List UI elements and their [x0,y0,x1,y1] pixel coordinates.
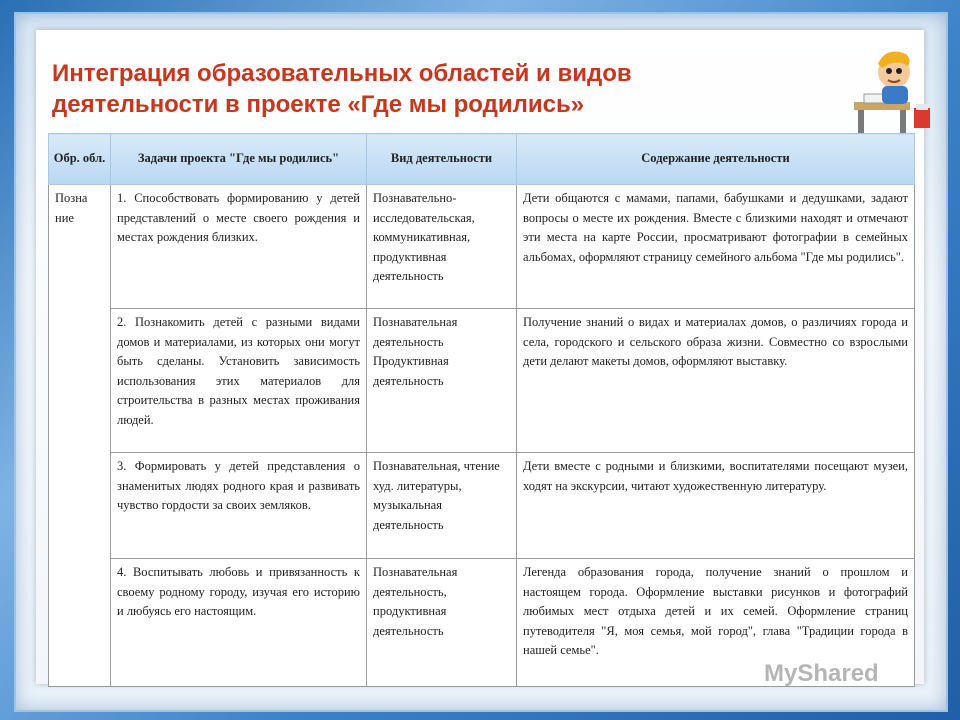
slide-title-line-2: деятельности в проекте «Где мы родились» [52,91,585,118]
activity-cell: Познавательная, чтение худ. литературы, музыкальная деятельность [367,453,517,559]
content-cell: Дети вместе с родными и близкими, воспитателями посещают музеи, ходят на экскурсии, читают художественную литературу. [517,453,915,559]
header-area: Обр. обл. [49,134,111,185]
area-cell [49,185,111,687]
task-cell: 2. Познакомить детей с разными видами домов и материалами, из которых они могут быть сделаны. Установить зависимость использования этих материалов для строительства в разных местах проживания людей. [111,309,367,453]
task-cell: 1. Способствовать формированию у детей представлений о месте своего рождения и местах рождения близких. [111,185,367,309]
cartoon-boy-at-desk-icon [836,42,940,142]
content-cell: Легенда образования города, получение знаний о прошлом и настоящем города. Оформление выставки рисунков и фотографий любимых мест отдыха детей и их семей. Оформление страниц путеводителя "Я, моя семья, мой город", глава "Традиции города в нашей семье". [517,559,915,687]
table-row [49,309,915,453]
task-cell: 4. Воспитывать любовь и привязанность к своему родному городу, изучая его историю и любуясь его настоящим. [111,559,367,687]
activity-cell: Познавательно-исследовательская, коммуникативная, продуктивная деятельность [367,185,517,309]
activity-cell: Познавательная деятельность Продуктивная деятельность [367,309,517,453]
activity-cell: Познавательная деятельность, продуктивная деятельность [367,559,517,687]
slide-title [52,58,812,120]
header-tasks: Задачи проекта "Где мы родились" [111,134,367,185]
header-content: Содержание деятельности [517,134,915,185]
table-row [49,453,915,559]
watermark-shared: Shared [797,660,879,687]
table-header-row [49,134,915,185]
content-cell: Получение знаний о видах и материалах домов, о различиях города и села, городского и сельского образа жизни. Совместно со взрослыми дети делают макеты домов, оформляют выставку. [517,309,915,453]
watermark-my: My [764,660,798,687]
project-integration-table [48,133,915,687]
slide-title-line-1: Интеграция образовательных областей и видов [52,60,632,87]
content-cell: Дети общаются с мамами, папами, бабушками и дедушками, задают вопросы о месте их рождения. Вместе с близкими находят и отмечают эти места на карте России, просматривают фотографии в семейных альбомах, оформляют страницу семейного альбома "Где мы родились". [517,185,915,309]
myshared-watermark [764,660,879,688]
area-label: Позна ние [55,191,88,225]
header-activity: Вид деятельности [367,134,517,185]
table-row [49,185,915,309]
task-cell: 3. Формировать у детей представления о знаменитых людях родного края и развивать чувство гордости за своих земляков. [111,453,367,559]
